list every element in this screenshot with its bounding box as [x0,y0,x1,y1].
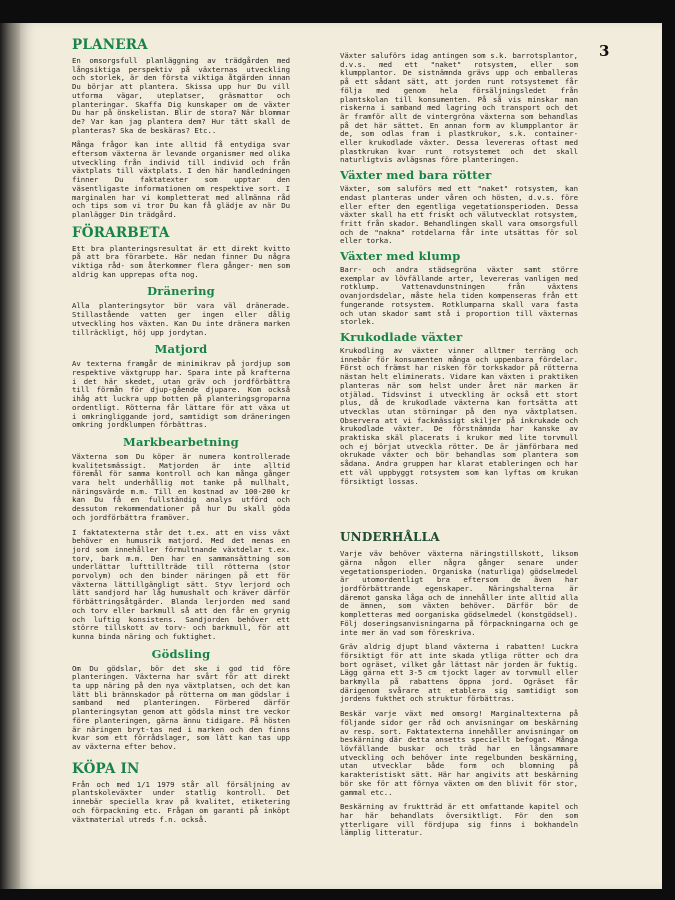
markbearbetning-heading: Markbearbetning [123,434,239,449]
planera-paragraph-2: Många frågor kan inte alltid få entydiga svar eftersom växterna är levande organismer med olika utveckling från individ till individ och från växtplats till växtplats. I den här handledningen finner Du faktatexter som upptar den väsentligaste informationen om respektive sort. I marginalen har vi kompletterat med allmänna råd och tips som vi tror Du kan få glädje av när Du planlägger Din trädgård. [72,140,290,219]
binding-edge [0,23,22,889]
left-column [72,38,290,830]
matjord-paragraph: Av texterna framgår de minimikrav på jordjup som respektive växtgrupp har. Spara inte på krafterna i det här skedet, utan gräv och jordförbättra till förmån för djup-gående djupare. Kom också ihåg att luckra upp botten på planteringsgroparna ordentligt. Rötterna får lättare för att växa ut i omkringliggande jord, samtidigt som dräneringen omkring jordklumpen förbättras. [72,359,290,430]
underhalla-paragraph-2: Gräv aldrig djupt bland växterna i rabatten! Luckra försiktigt för att inte skada ytliga rötter och dra bort ogräset, vilket går lättast när jorden är fuktig. Lägg gärna ett 3-5 cm tjockt lager av torvmull eller barkmylla på rabattens öppna jord. Ogräset får därigenom svårare att etablera sig samtidigt som jordens fukthet och struktur förbättras. [340,642,578,704]
med-klump-paragraph: Barr- och andra städsegröna växter samt större exemplar av lövfällande arter, levereras vanligen med rotklump. Vattenavdunstningen från växtens ovanjordsdelar, måste hela tiden kompenseras från ett fungerande rotsystem. Rotklumparna skall vara fasta och utan skador samt stå i proportion till växternas storlek. [340,265,578,327]
dranering-heading: Dränering [147,284,215,299]
underhalla-paragraph-4: Beskärning av fruktträd är ett omfattande kapitel och har här behandlats översiktligt. För den som ytterligare vill fördjupa sig finns i bokhandeln lämplig litteratur. [340,802,578,838]
page-number: 3 [599,42,610,60]
bara-rotter-paragraph: Växter, som saluförs med ett "naket" rotsystem, kan endast planteras under våren och hösten, d.v.s. före eller efter den egentliga vegetationsperioden. Dessa växter skall ha ett friskt och välutvecklat rotsystem, fritt från skador. Behandlingen skall vara omsorgsfull och de "nakna" rotdelarna får inte utsättas för sol eller torka. [340,184,578,246]
markbearbetning-paragraph-2: I faktatexterna står det t.ex. att en viss växt behöver en humusrik matjord. Med det menas en jord som innehåller förmultnande växtdelar t.ex. torv, bark m.m. Den har en sammansättning som underlättar lufttillträde till rötterna (stor porvolym) och den binder näringen på ett för växterna lättillgängligt sätt. Styv lerjord och lätt sandjord har låg humushalt och kräver därför förbättringsåtgärder. Blanda lerjorden med sand och torv eller barkmull så att den får en grynig och luftig konsistens. Sandjorden behöver ett större tillskott av torv- och barkmull, för att kunna binda näring och fuktighet. [72,527,290,641]
kopa-in-paragraph: Från och med 1/1 1979 står all försäljning av plantskoleväxter under statlig kontroll. Det innebär speciella krav på kvalitet, etiketering och förpackning etc. Frågan om garanti på inköpt växtmaterial utreds f.n. också. [72,779,290,824]
matjord-heading: Matjord [154,342,208,357]
krukodlade-paragraph: Krukodling av växter vinner alltmer terräng och innebär för konsumenten många och uppenbara fördelar. Först och främst har risken för torkskador på rötterna nästan helt eliminerats. Vidare kan växten i praktiken planteras när som helst under året när marken är otjälad. Tidsvinst i utveckling är också ett stort plus, då de krukodlade växterna kan fortsätta att utvecklas utan störningar på den nya växtplatsen. Observera att vi fackmässigt skiljer på inkrukade och krukodlade växter. De förstnämnda har kanske av praktiska skäl placerats i krukor med lite torvmull och ej börjat utveckla rötter. De är jämförbara med okrukade växter och bör behandlas som plantera som sådana. Andra gruppen har klarat etableringen och har ett väl uppbyggt rotsystem som kan lyftas om krukan försiktigt lossas. [340,345,578,486]
godsling-paragraph: Om Du gödslar, bör det ske i god tid före planteringen. Växterna har svårt för att direkt ta upp näring på den nya växtplatsen, och det kan lätt bli brännskador på rötterna om man gödslar i samband med planteringen. Förbered därför planteringsytan genom att gödsla minst tre veckor före planteringen, gärna ännu tidigare. På hösten är näringen bryt-tas ned i marken och den finns kvar som ett förrådslager, som lätt kan tas upp av växterna efter behov. [72,663,290,751]
dranering-paragraph: Alla planteringsytor bör vara väl dränerade. Stillastående vatten ger ingen eller dålig utveckling hos växten. Kan Du inte dränera marken tillräckligt, höj upp jordytan. [72,301,290,337]
krukodlade-heading: Krukodlade växter [340,329,463,344]
planera-heading: PLANERA [72,37,148,53]
godsling-heading: Gödsling [151,646,211,661]
saluforing-paragraph: Växter saluförs idag antingen som s.k. barrotsplantor, d.v.s. med ett "naket" rotsystem, eller som klumpplantor. De sistnämnda grävs upp och emballeras på ett sådant sätt, att jorden runt rotsystemet får följa med genom hela försäljningsledet från plantskolan till konsumenten. På så vis minskar man riskerna i samband med lagring och transport och det är framför allt de vintergröna växterna som behandlas på det här sättet. En annan form av klumpplantor är de, som odlas fram i plastkrukor, s.k. container- eller krukodlade växter. Dessa levereras oftast med plastkrukan kvar runt rotsystemet och det skall naturligtvis avlägsnas före planteringen. [340,51,578,165]
markbearbetning-paragraph-1: Växterna som Du köper är numera kontrollerade kvalitetsmässigt. Matjorden är inte alltid föremål för samma kontroll och kan många gånger vara helt underhållig mot tanke på mullhalt, näringsvärde m.m. Till en kostnad av 100-200 kr kan Du få en fullständig analys utförd och dessutom rekommendationer på hur Du skall göda och jordförbättra framöver. [72,451,290,522]
underhalla-paragraph-3: Beskär varje växt med omsorg! Marginaltexterna på följande sidor ger råd och anvisningar om beskärning av resp. sort. Faktatexterna innehåller anvisningar om beskärning där detta ansetts speciellt befogat. Många lövfällande buskar och träd har en långsammare utveckling och behöver inte regelbunden beskärning, utan utvecklar både form och blomning på karakteristiskt sätt. Här har angivits att beskärning bör ske för att förnya växten om den blivit för stor, gammal etc.. [340,709,578,797]
underhalla-heading: UNDERHÅLLA [340,530,440,545]
forarbeta-heading: FÖRARBETA [72,224,170,241]
right-column [340,52,578,844]
forarbeta-paragraph: Ett bra planteringsresultat är ett direkt kvitto på att bra förarbete. Här nedan finner Du några viktiga råd- som återkommer flera gånger- men som aldrig kan upprepas ofta nog. [72,243,290,279]
underhalla-paragraph-1: Varje väv behöver växterna näringstillskott, liksom gärna någon eller några gånger senare under vegetationsperioden. Organiska (naturliga) gödselmedel är utomordentligt bra eftersom de även har jordförbättrande egenskaper. Näringshalterna är däremot ganska låga och de innehåller inte alltid alla de ämnen, som växten behöver. Därför bör de kompletteras med oorganiska gödselmedel (konstgödsel). Följ doseringsanvisningarna på förpackningarna och ge inte mer än vad som föreskriva. [340,549,578,637]
med-klump-heading: Växter med klump [340,249,461,264]
bara-rotter-heading: Växter med bara rötter [340,168,492,183]
kopa-in-heading: KÖPA IN [72,760,140,777]
planera-paragraph-1: En omsorgsfull planläggning av trädgården med långsiktiga perspektiv på växternas utveckling och storlek, är den första viktiga åtgärden innan Du börjar att plantera. Skissa upp hur Du vill utforma vägar, uteplatser, gräsmattor och planteringar. Skaffa Dig kunskaper om de växter Du har på önskelistan. Blir de stora? När blommar de? Var kan jag plantera dem? Hur tätt skall de planteras? Ska de beskäras? Etc.. [72,56,290,135]
